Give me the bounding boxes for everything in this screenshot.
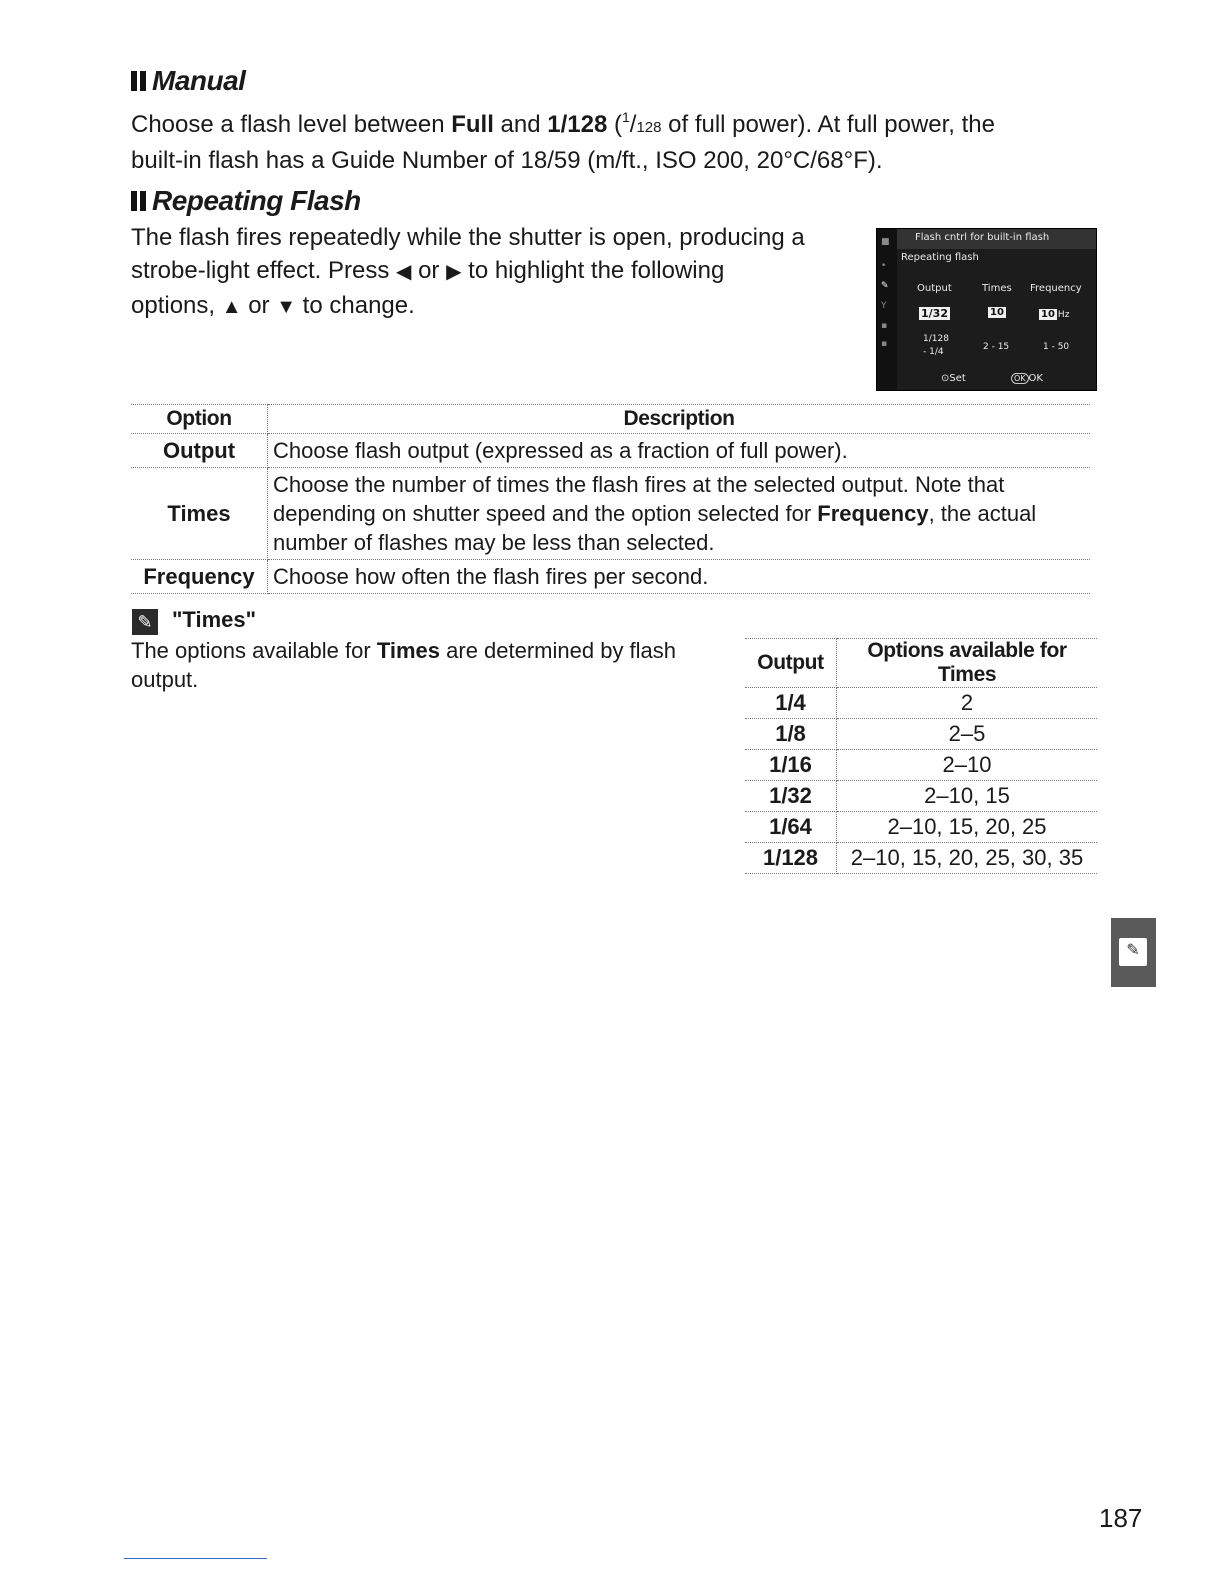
repeating-line-3: [131, 289, 861, 324]
footer-rule: [124, 1558, 267, 1559]
up-arrow-icon: ▲: [221, 296, 242, 318]
desc-text-post: , the actual number of flashes may be less than selected.: [273, 501, 1037, 555]
screen-title: Flash cntrl for built-in flash: [915, 232, 1050, 243]
manual-level: 1/128: [547, 111, 608, 138]
repeating-heading-text: Repeating Flash: [152, 185, 361, 216]
page-number: 187: [1099, 1503, 1143, 1533]
option-output: Output: [131, 434, 268, 468]
or-text: or: [411, 257, 447, 284]
output-cell: 1/128: [745, 843, 837, 874]
ok-hint: [1011, 373, 1043, 384]
menu-sidebar: [877, 229, 897, 390]
camera-icon: ■: [881, 237, 890, 247]
retouch-icon: ▪: [881, 321, 888, 331]
note-text-post: are determined by flash output.: [131, 638, 677, 692]
frequency-value: 10: [1041, 309, 1055, 320]
table-header-row: [131, 405, 1090, 434]
header-option: Option: [131, 405, 268, 434]
right-arrow-icon: ▶: [446, 261, 462, 283]
times-range: 2 - 15: [983, 342, 1010, 352]
set-hint: [941, 373, 966, 384]
options-cell: 2–10, 15, 20, 25: [837, 812, 1098, 843]
output-cell: 1/32: [745, 781, 837, 812]
option-times: Times: [131, 468, 268, 560]
multi-selector-icon: ⊙: [941, 373, 950, 384]
fraction-numerator: 1: [621, 109, 630, 125]
frequency-value-wrap: [1039, 307, 1069, 320]
description-frequency: Choose how often the flash fires per second.: [268, 560, 1091, 594]
options-cell: 2–10, 15, 20, 25, 30, 35: [837, 843, 1098, 874]
down-arrow-icon: ▼: [276, 296, 297, 318]
pencil-note-icon: ✎: [132, 609, 158, 635]
desc-bold: Frequency: [817, 501, 929, 526]
ok-label: OK: [1028, 373, 1043, 384]
header-description: Description: [268, 405, 1091, 434]
left-arrow-icon: ◀: [396, 261, 412, 283]
note-title: "Times": [172, 607, 257, 632]
output-cell: 1/4: [745, 688, 837, 719]
table-row: [745, 688, 1097, 719]
desc-text: Choose the number of times the flash fires at the selected output. Note that depending on shutter speed and the option selected for: [273, 472, 1005, 526]
note-text: [131, 636, 721, 694]
output-value: 1/32: [921, 307, 948, 320]
manual-text: Choose a flash level between: [131, 111, 452, 138]
table-header-row: [745, 639, 1097, 688]
note-text-bold: Times: [376, 638, 441, 663]
note-text-pre: The options available for: [131, 638, 377, 663]
pencil-icon: ✎: [881, 281, 889, 291]
output-cell: 1/8: [745, 719, 837, 750]
repeating-heading: [131, 184, 361, 218]
manual-line-1: Choose a flash level between Full and 1/128 ($^1$/128 of full power). At full power, the: [131, 109, 995, 138]
repeating-text-post: to highlight the following: [461, 257, 725, 284]
wrench-icon: Y: [881, 301, 887, 311]
output-range-2: - 1/4: [923, 347, 944, 357]
table-row: [131, 434, 1090, 468]
manual-line-2: built-in flash has a Guide Number of 18/59 (m/ft., ISO 200, 20°C/68°F).: [131, 147, 883, 174]
chapter-tab: [1111, 918, 1156, 987]
col-frequency-label: Frequency: [1030, 283, 1082, 294]
table-row: [131, 560, 1090, 594]
output-cell: 1/16: [745, 750, 837, 781]
repeating-text: strobe-light effect. Press: [131, 257, 397, 284]
col-times-label: Times: [982, 283, 1012, 294]
frequency-range: 1 - 50: [1043, 342, 1070, 352]
repeating-line-2: [131, 254, 861, 289]
manual-heading-text: Manual: [152, 65, 246, 96]
option-table: [131, 404, 1090, 594]
table-row: [745, 750, 1097, 781]
table-row: [745, 719, 1097, 750]
or-text: or: [241, 292, 277, 319]
output-range-1: 1/128: [923, 334, 949, 344]
option-frequency: Frequency: [131, 560, 268, 594]
times-value: 10: [990, 307, 1004, 318]
output-cell: 1/64: [745, 812, 837, 843]
manual-full: Full: [451, 111, 494, 138]
manual-and: and: [493, 111, 548, 138]
header-options: Options available for Times: [837, 639, 1098, 688]
header-output: Output: [745, 639, 837, 688]
description-output: Choose flash output (expressed as a fraction of full power).: [268, 434, 1091, 468]
repeating-text: options,: [131, 292, 222, 319]
options-cell: 2–10: [837, 750, 1098, 781]
manual-paren: (: [607, 111, 622, 138]
col-output-label: Output: [917, 283, 952, 294]
table-row: [745, 781, 1097, 812]
repeating-line-1: The flash fires repeatedly while the shutter is open, producing a: [131, 224, 805, 251]
set-label: Set: [949, 373, 966, 384]
fraction-denominator: 128: [636, 119, 662, 136]
ok-key-icon: OK: [1011, 373, 1029, 384]
recent-icon: ▪: [881, 339, 888, 349]
table-row: [745, 843, 1097, 874]
screen-subtitle: Repeating flash: [901, 252, 979, 263]
options-cell: 2–5: [837, 719, 1098, 750]
table-row: [745, 812, 1097, 843]
manual-paragraph: [131, 101, 1111, 177]
repeating-paragraph: [131, 221, 861, 324]
section-bars-icon: [131, 71, 146, 91]
repeating-text-post: to change.: [296, 292, 415, 319]
hz-unit: Hz: [1057, 310, 1070, 320]
playback-icon: •: [881, 261, 887, 271]
manual-heading: [131, 64, 245, 98]
section-bars-icon: [131, 191, 146, 211]
camera-menu-screenshot: [876, 228, 1097, 391]
pencil-tab-icon: ✎: [1119, 938, 1147, 966]
options-cell: 2: [837, 688, 1098, 719]
options-cell: 2–10, 15: [837, 781, 1098, 812]
times-table: [745, 638, 1097, 874]
manual-text-post: of full power). At full power, the: [661, 111, 995, 138]
description-times: [268, 468, 1091, 560]
table-row: [131, 468, 1090, 560]
